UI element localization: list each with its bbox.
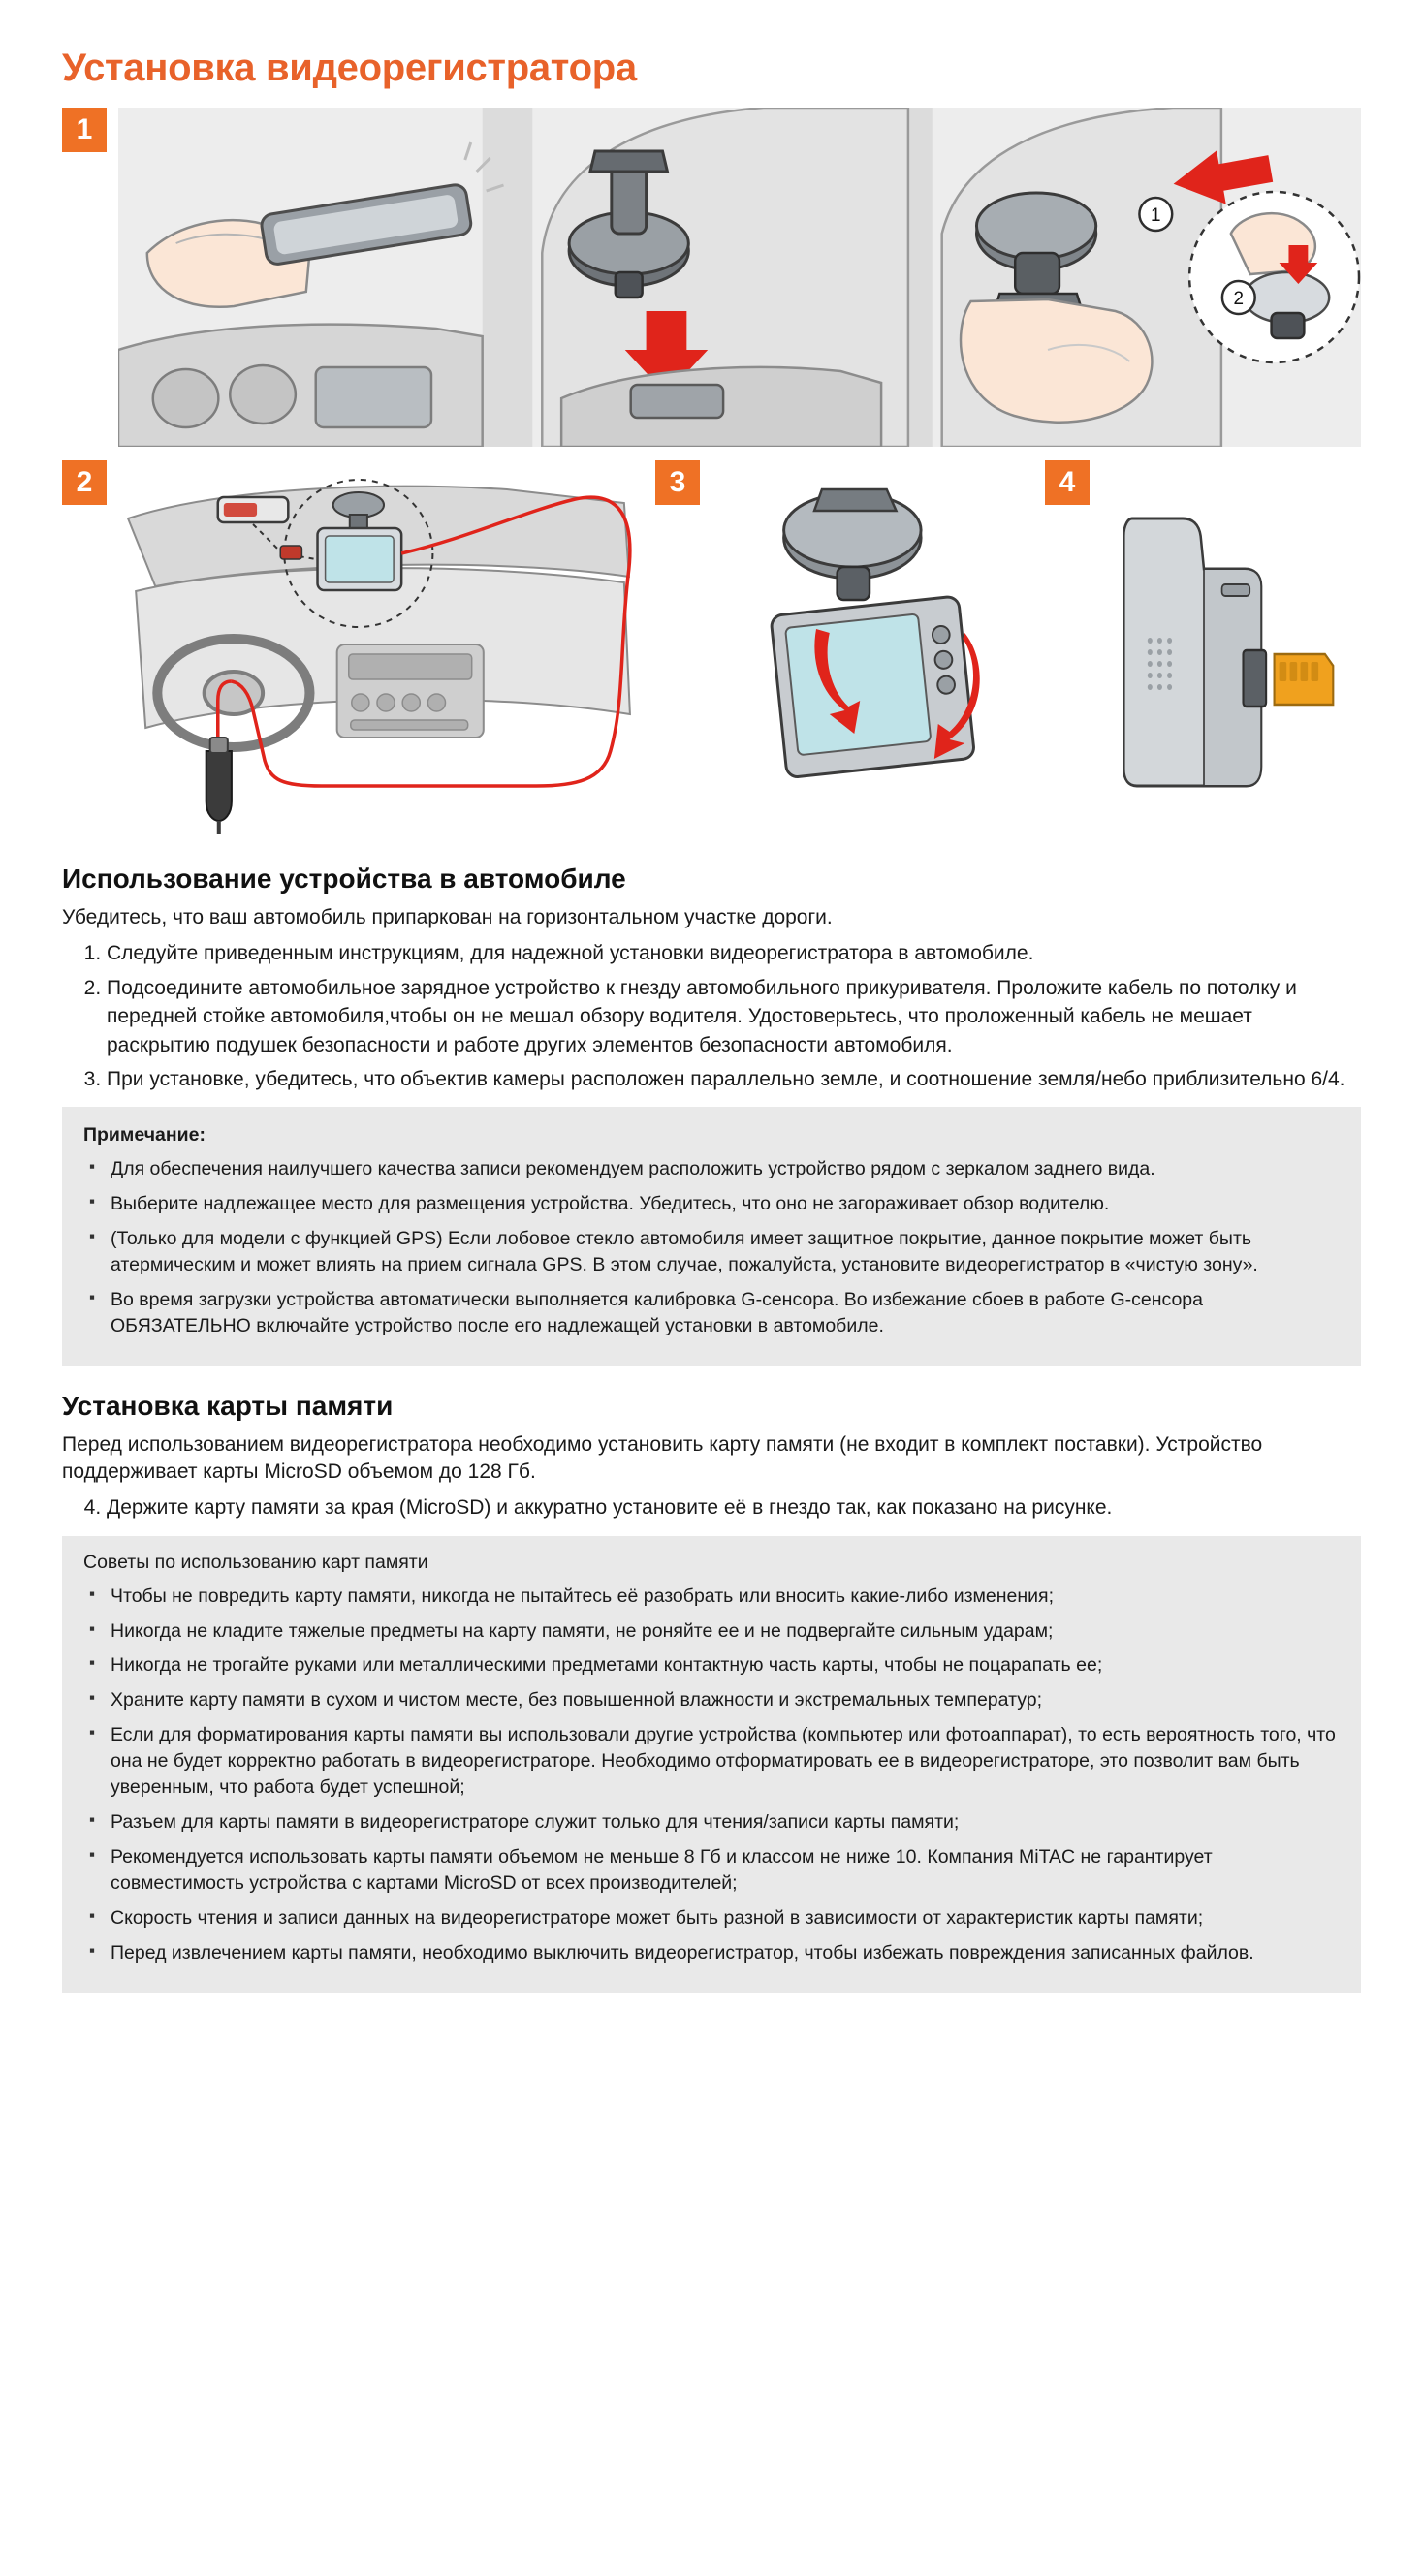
usage-lead-text: Убедитесь, что ваш автомобиль припаркован на горизонтальном участке дороги. [62,906,833,928]
memory-card-lead-text: Перед использованием видеорегистратора необходимо установить карту памяти (не входит в комплект поставки). Устройство поддерживает карты MicroSD объемом до 128 Гб. [62,1432,1263,1483]
list-item: ▪ Скорость чтения и записи данных на видеорегистраторе может быть разной в зависимости от характеристик карты памяти; [83,1905,1340,1932]
list-item: ▪ Выберите надлежащее место для размещения устройства. Убедитесь, что оно не загораживает обзор водителю. [83,1191,1340,1217]
list-item: 1. Следуйте приведенным инструкциям, для надежной установки видеорегистратора в автомобиле. [107,939,1361,967]
step-badge-2: 2 [62,460,107,505]
list-item: ▪ Рекомендуется использовать карты памяти объемом не меньше 8 Гб и классом не ниже 10. Компания MiTAC не гарантирует совместимость устройства с картами MicroSD от всех производителей; [83,1844,1340,1897]
svg-text:1: 1 [1151,204,1161,227]
page-title: Установка видеорегистратора [62,47,637,89]
figure-step-3-graphic [710,460,1033,838]
memory-card-steps-list [62,1493,1361,1522]
figure-step-1 [118,108,1361,447]
tips-title: Советы по использованию карт памяти [83,1551,428,1573]
list-item: 2. Подсоедините автомобильное зарядное устройство к гнезду автомобильного прикуривателя. Проложите кабель по потолку и передней стойке автомобиля,чтобы он не мешал обзору водителя. Удостоверьтесь, что проложенный кабель не мешает раскрытию подушек безопасности и работе других элементов безопасности автомобиля. [107,974,1361,1059]
list-item: ▪ Чтобы не повредить карту памяти, никогда не пытайтесь её разобрать или вносить какие-либо изменения; [83,1584,1340,1610]
list-item: 3. При установке, убедитесь, что объектив камеры расположен параллельно земле, и соотношение земля/небо приблизительно 6/4. [107,1065,1361,1093]
note-list [83,1156,1340,1338]
list-item: ▪ Если для форматирования карты памяти вы использовали другие устройства (компьютер или фотоаппарат), то есть вероятность того, что она не будет корректно работать в видеорегистраторе. Необходимо отформатировать ее в видеорегистраторе, это позволит вам быть уверенным, что работа будет успешной; [83,1722,1340,1801]
figure-row-2 [62,460,1361,838]
svg-text:2: 2 [1233,288,1245,310]
tips-list [83,1584,1340,1966]
figure-step-2 [116,460,644,838]
list-item: ▪ Для обеспечения наилучшего качества записи рекомендуем расположить устройство рядом с зеркалом заднего вида. [83,1156,1340,1182]
figure-cell-3 [655,460,1033,838]
usage-steps-list [62,939,1361,1093]
list-item: ▪ Разъем для карты памяти в видеорегистраторе служит только для чтения/записи карты памяти; [83,1809,1340,1836]
list-item: ▪ Никогда не трогайте руками или металлическими предметами контактную часть карты, чтобы не поцарапать ее; [83,1652,1340,1679]
section-heading-usage: Использование устройства в автомобиле [62,864,626,894]
figure-cell-2 [62,460,644,838]
tips-box [62,1536,1361,1993]
section-heading-memory-card: Установка карты памяти [62,1390,394,1421]
figure-row-1 [62,108,1361,447]
list-item: ▪ Во время загрузки устройства автоматически выполняется калибровка G-сенсора. Во избежание сбоев в работе G-сенсора ОБЯЗАТЕЛЬНО включайте устройство после его надлежащей установки в автомобиле. [83,1287,1340,1339]
list-item: ▪ (Только для модели с функцией GPS) Если лобовое стекло автомобиля имеет защитное покрытие, данное покрытие может быть атермическим и может влиять на прием сигнала GPS. В этом случае, пожалуйста, установите видеорегистратор в «чистую зону». [83,1226,1340,1278]
step-badge-3: 3 [655,460,700,505]
list-item: ▪ Никогда не кладите тяжелые предметы на карту памяти, не роняйте ее и не подвергайте сильным ударам; [83,1618,1340,1645]
figure-step-4 [1099,460,1361,838]
step-badge-4: 4 [1045,460,1090,505]
note-title: Примечание: [83,1124,206,1147]
list-item: 4. Держите карту памяти за края (MicroSD) и аккуратно установите её в гнездо так, как показано на рисунке. [107,1493,1361,1522]
note-box [62,1107,1361,1365]
figure-step-2-graphic [116,460,644,838]
figure-cell-4 [1045,460,1361,838]
figure-step-4-graphic [1099,460,1361,838]
figure-step-1-graphic [118,108,1361,447]
list-item: ▪ Перед извлечением карты памяти, необходимо выключить видеорегистратор, чтобы избежать повреждения записанных файлов. [83,1940,1340,1966]
step-badge-1: 1 [62,108,107,152]
figure-step-3 [710,460,1033,838]
illustration-figures [62,108,1361,838]
list-item: ▪ Храните карту памяти в сухом и чистом месте, без повышенной влажности и экстремальных температур; [83,1687,1340,1713]
